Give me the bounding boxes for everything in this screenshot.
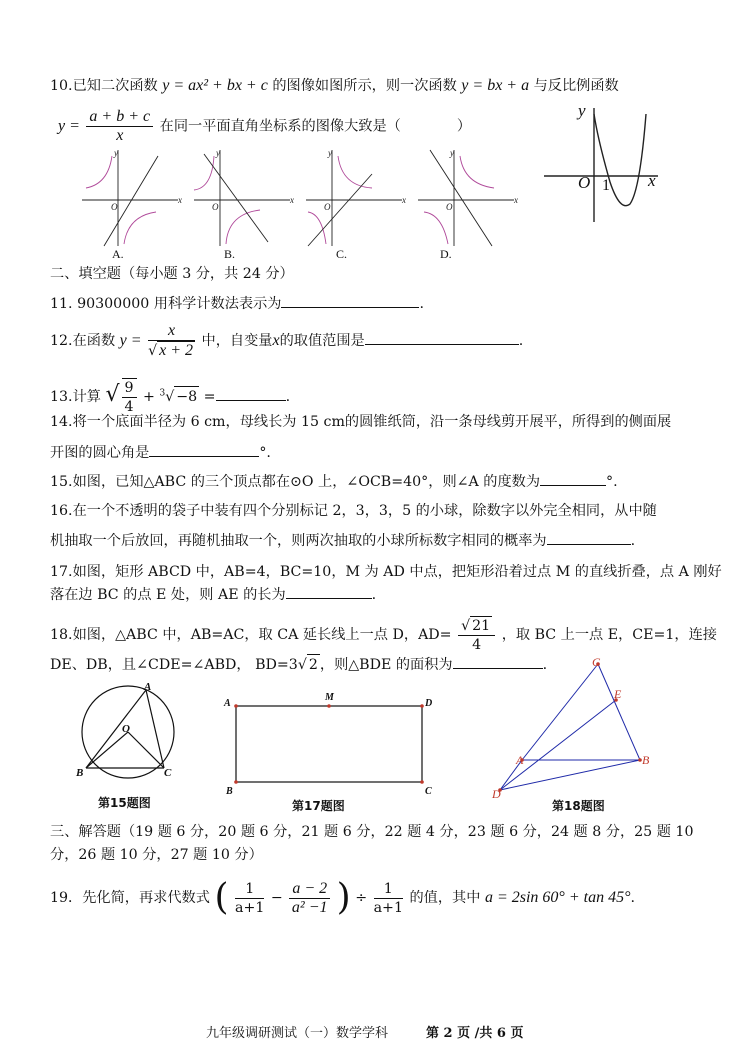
- option-c-o: O: [324, 202, 331, 212]
- q12: [50, 322, 523, 360]
- fig18-label-b: B: [642, 753, 650, 767]
- q18-num: 21: [472, 618, 491, 634]
- q18-fraction: $\frac{√ 21}{4}$: [458, 616, 495, 654]
- q13-cube-index: 3: [159, 388, 166, 399]
- q11-text: 11. 90300000 用科学计数法表示为: [50, 296, 282, 312]
- q14-line2: [50, 442, 271, 463]
- q10-line1: [50, 76, 619, 96]
- q13-cube-body: −8: [174, 386, 199, 407]
- q17-line1: 17.如图，矩形 ABCD 中，AB=4，BC=10，M 为 AD 中点，把矩形沿着过点 M 的直线折叠，点 A 刚好: [50, 564, 722, 580]
- q13-plus: +: [143, 389, 155, 405]
- option-b-x: x: [290, 195, 294, 205]
- q15-end: °.: [606, 474, 618, 490]
- q18-rad: 2: [307, 654, 320, 675]
- q10-label: 10.已知二次函数: [50, 78, 158, 94]
- figure-17: [222, 686, 438, 798]
- q12-answer-blank[interactable]: [365, 330, 519, 345]
- footer-page: 第 2 页 /共 6 页: [426, 1026, 524, 1041]
- q18-end: .: [542, 657, 548, 673]
- option-b-label: B.: [224, 247, 236, 261]
- q10-tail: 在同一平面直角坐标系的图像大致是（: [159, 118, 401, 135]
- q10-parabola-figure: [540, 100, 670, 224]
- q13-answer-blank[interactable]: [216, 386, 286, 401]
- q19-end: .: [630, 890, 635, 906]
- fig15-label-b: B: [76, 767, 84, 779]
- q18-den: 4: [472, 637, 482, 653]
- q14-line2-text: 开图的圆心角是: [50, 445, 150, 461]
- q16-answer-blank[interactable]: [547, 530, 631, 545]
- fig18-label-a: A: [516, 753, 524, 767]
- option-b-o: O: [212, 202, 219, 212]
- fig18-label-e: E: [614, 687, 622, 701]
- q18-line1: [50, 616, 717, 654]
- q19-tail: 的值，其中: [409, 890, 481, 906]
- q15-answer-blank[interactable]: [540, 471, 606, 486]
- parabola-y-label: y: [578, 101, 586, 120]
- q13-label: 13.计算: [50, 389, 101, 405]
- q14-line1: 14.将一个底面半径为 6 cm，母线长为 15 cm的圆锥纸筒，沿一条母线剪开展平，所得到的侧面展: [50, 414, 672, 430]
- q13-end: .: [285, 389, 291, 405]
- q19-f2-num: a − 2: [289, 880, 330, 899]
- option-a-y: y: [114, 148, 118, 158]
- q10-option-graphs: [78, 146, 528, 264]
- option-c-label: C.: [336, 247, 348, 261]
- parabola-x-label: x: [648, 171, 656, 190]
- q13-fraction: [122, 378, 137, 416]
- q12-den-text: x + 2: [159, 342, 194, 359]
- fig17-label-m: M: [325, 692, 334, 703]
- q16-line1: 16.在一个不透明的袋子中装有四个分别标记 2，3，3，5 的小球，除数字以外完全相同，从中随: [50, 503, 657, 519]
- option-a-o: O: [111, 202, 118, 212]
- q19-condition: a = 2sin 60° + tan 45°: [484, 889, 631, 906]
- fig17-label-a: A: [224, 698, 231, 709]
- fig17-label-c: C: [425, 786, 432, 797]
- q14-answer-blank[interactable]: [149, 442, 259, 457]
- q12-label: 12.在函数: [50, 333, 116, 349]
- option-b-y: y: [216, 148, 220, 158]
- q17-line2-text: 落在边 BC 的点 E 处，则 AE 的长为: [50, 587, 286, 603]
- q19-label: 19．先化简，再求代数式: [50, 890, 210, 906]
- q10-linear: y = bx + a: [461, 77, 530, 94]
- figure-18: [486, 652, 662, 800]
- q13: 13.计算 √ $\frac{9}{4}$ + $^3$√ −8 = .: [50, 380, 291, 415]
- q10-frac-num: a + b + c: [86, 108, 153, 127]
- fig18-label-d: D: [492, 787, 501, 800]
- footer-left: 九年级调研测试（一）数学学科: [206, 1026, 389, 1041]
- q11-answer-blank[interactable]: [281, 293, 419, 308]
- section3-line2: 分，26 题 10 分，27 题 10 分）: [50, 847, 263, 863]
- q19-f1-den: a+1: [235, 899, 265, 916]
- q18-line2a: DE、DB，且∠CDE=∠ABD， BD=3: [50, 657, 298, 673]
- section3-line1: 三、解答题（19 题 6 分，20 题 6 分，21 题 6 分，22 题 4 分，23 题 6 分，24 题 8 分，25 题 10: [50, 824, 694, 840]
- q10-line2: [58, 108, 471, 145]
- section2-heading: 二、填空题（每小题 3 分，共 24 分）: [50, 266, 294, 282]
- q10-fraction: [86, 108, 153, 145]
- q15: [50, 471, 618, 492]
- q13-num: 9: [122, 379, 137, 398]
- q12-tail: 的取值范围是: [279, 333, 365, 349]
- option-d-graph: [418, 150, 514, 246]
- q10-close: ）: [456, 118, 472, 135]
- q17-end: .: [371, 587, 377, 603]
- q10-mid2: 与反比例函数: [533, 78, 619, 94]
- q19-f3-num: 1: [374, 880, 403, 899]
- fig15-label-a: A: [144, 681, 152, 693]
- q17-answer-blank[interactable]: [286, 584, 372, 599]
- q16-line2-text: 机抽取一个后放回，再随机抽取一个，则两次抽取的小球所标数字相同的概率为: [50, 533, 547, 549]
- q19-f1-num: 1: [235, 880, 264, 899]
- q17-line2: [50, 584, 376, 605]
- option-a-graph: [82, 150, 178, 246]
- option-d-y: y: [450, 148, 454, 158]
- q19-minus: −: [270, 890, 283, 906]
- option-a-label: A.: [112, 247, 124, 261]
- option-c-y: y: [328, 148, 332, 158]
- q10-y-eq: y =: [58, 117, 80, 135]
- q13-den: 4: [124, 399, 134, 415]
- q19-f3-den: a+1: [373, 899, 403, 916]
- option-d-o: O: [446, 202, 453, 212]
- q19-frac3: [374, 880, 403, 917]
- q10-mid1: 的图像如图所示，则一次函数: [272, 78, 457, 94]
- q11-end: .: [419, 296, 424, 312]
- parabola-origin-label: O: [578, 173, 591, 192]
- q19-div: ÷: [355, 890, 368, 906]
- fig15-label-c: C: [164, 767, 172, 779]
- q10-quadratic: y = ax² + bx + c: [162, 77, 268, 94]
- q15-text: 15.如图，已知△ABC 的三个顶点都在⊙O 上，∠OCB=40°，则∠A 的度数为: [50, 474, 541, 490]
- q13-eq: =: [203, 389, 216, 405]
- q18-line1a: 18.如图，△ABC 中，AB=AC，取 CA 延长线上一点 D，AD=: [50, 627, 452, 643]
- q12-num: x: [148, 322, 195, 341]
- fig18-label-c: C: [592, 655, 601, 669]
- q12-fraction: [148, 322, 195, 360]
- option-a-x: x: [178, 195, 182, 205]
- fig17-label-b: B: [226, 786, 233, 797]
- q12-mid: 中，自变量: [201, 333, 273, 349]
- q16-line2: [50, 530, 635, 551]
- option-c-graph: [306, 150, 402, 246]
- q10-frac-den: x: [116, 127, 124, 144]
- q11: [50, 293, 424, 314]
- option-b-graph: [194, 150, 290, 246]
- figure-17-caption: 第17题图: [292, 799, 345, 813]
- q18-line1b: ，取 BC 上一点 E，CE=1，连接: [501, 627, 717, 643]
- figure-18-caption: 第18题图: [552, 799, 605, 813]
- q19-frac1: [235, 880, 264, 917]
- figure-15-caption: 第15题图: [98, 796, 151, 810]
- figure-15: [74, 680, 186, 792]
- parabola-one-label: 1: [602, 177, 610, 194]
- q19-f2-den: a² −1: [291, 898, 328, 916]
- option-d-x: x: [514, 195, 518, 205]
- option-c-x: x: [402, 195, 406, 205]
- q12-var: x: [272, 332, 280, 349]
- q12-den: √ x + 2: [148, 342, 194, 359]
- q12-end: .: [518, 333, 524, 349]
- q18-line2: DE、DB，且∠CDE=∠ABD， BD=3√ 2 ，则△BDE 的面积为 .: [50, 654, 547, 675]
- q18-line2b: ，则△BDE 的面积为: [319, 657, 453, 673]
- fig15-label-o: O: [122, 723, 130, 735]
- fig17-label-d: D: [425, 698, 433, 709]
- q19: 19．先化简，再求代数式 ( $\frac{1}{a+1}$ − $\frac{a - 2}{\text{a² −1}}$ ) ÷ $\frac{1}{a+1}$ 的值，其中 a = 2sin 60° + tan 45°.: [50, 877, 635, 918]
- q16-end: .: [630, 533, 636, 549]
- q19-frac2: [289, 880, 330, 917]
- option-d-label: D.: [440, 247, 452, 261]
- q12-y-eq: y =: [119, 332, 142, 349]
- q14-end: °.: [259, 445, 271, 461]
